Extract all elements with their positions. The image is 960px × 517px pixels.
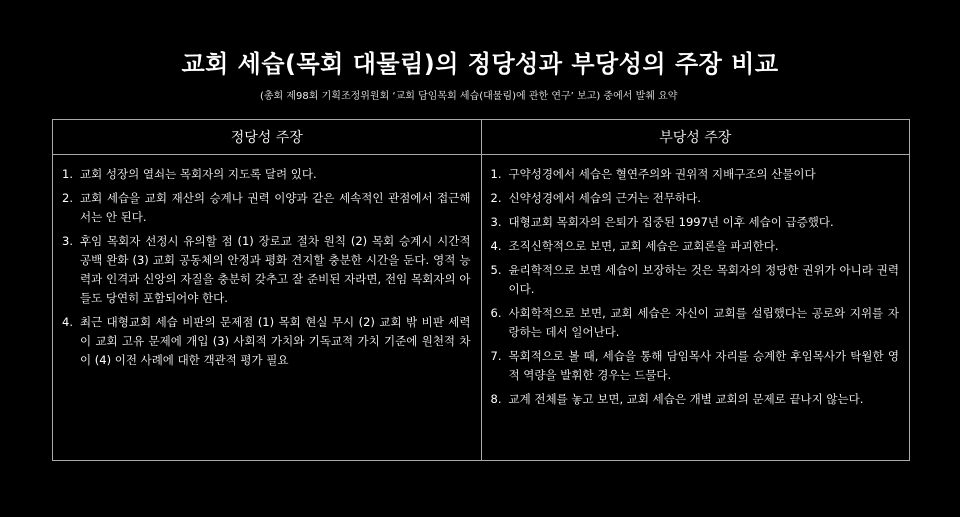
list-item <box>62 189 471 227</box>
item-text: 신약성경에서 세습의 근거는 전무하다. <box>508 191 701 205</box>
item-text: 구약성경에서 세습은 혈연주의와 권위적 지배구조의 산물이다 <box>508 167 816 181</box>
item-number: 6. <box>490 306 502 320</box>
item-text: 목회적으로 볼 때, 세습을 통해 담임목사 자리를 승계한 후임목사가 탁월한 영적 역량을 발휘한 경우는 드물다. <box>508 349 899 382</box>
item-text: 조직신학적으로 보면, 교회 세습은 교회론을 파괴한다. <box>508 239 779 253</box>
item-text: 교계 전체를 놓고 보면, 교회 세습은 개별 교회의 문제로 끝나지 않는다. <box>508 392 864 406</box>
list-item <box>491 189 900 208</box>
item-text: 대형교회 목회자의 은퇴가 집중된 1997년 이후 세습이 급증했다. <box>508 215 834 229</box>
item-text: 사회학적으로 보면, 교회 세습은 자신이 교회를 설립했다는 공로와 지위를 자랑하는 데서 일어난다. <box>508 306 899 339</box>
page-subtitle: (총회 제98회 기획조정위원회 ‘교회 담임목회 세습(대물림)에 관한 연구’ 보고) 중에서 발췌 요약 <box>260 91 678 102</box>
item-number: 4. <box>490 239 502 253</box>
illegitimacy-column <box>481 120 910 460</box>
item-text: 후임 목회자 선정시 유의할 점 (1) 장로교 절차 원칙 (2) 목회 승계시 시간적 공백 완화 (3) 교회 공동체의 안정과 평화 견지할 충분한 시간을 둔다. 영적 능력과 인격과 신앙의 자질을 충분히 갖추고 잘 준비된 자라면, 전임 목회자의 아들도 당연히 포함되어야 한다. <box>80 234 471 305</box>
item-number: 2. <box>490 191 502 205</box>
item-number: 8. <box>490 392 502 406</box>
list-item <box>491 237 900 256</box>
item-number: 5. <box>490 263 502 277</box>
item-text: 최근 대형교회 세습 비판의 문제점 (1) 목회 현실 무시 (2) 교회 밖 비판 세력이 교회 고유 문제에 개입 (3) 사회적 가치와 기독교적 가치 기준에 원천적 차이 (4) 이전 사례에 대한 객관적 평가 필요 <box>80 315 471 367</box>
item-text: 교회 세습을 교회 재산의 승계나 권력 이양과 같은 세속적인 관점에서 접근해서는 안 된다. <box>80 191 471 224</box>
list-item <box>491 165 900 184</box>
list-item <box>491 347 900 385</box>
list-item <box>491 304 900 342</box>
item-number: 1. <box>62 167 73 181</box>
item-number: 4. <box>62 315 73 329</box>
illegitimacy-column-header: 부당성 주장 <box>482 120 910 155</box>
item-number: 7. <box>490 349 502 363</box>
legitimacy-column-header: 정당성 주장 <box>53 120 481 155</box>
illegitimacy-list <box>482 155 910 414</box>
list-item <box>62 232 471 308</box>
page-title: 교회 세습(목회 대물림)의 정당성과 부당성의 주장 비교 <box>181 50 779 78</box>
item-text: 윤리학적으로 보면 세습이 보장하는 것은 목회자의 정당한 권위가 아니라 권력이다. <box>508 263 899 296</box>
item-number: 2. <box>62 191 73 205</box>
item-number: 3. <box>490 215 502 229</box>
list-item <box>62 165 471 184</box>
item-number: 3. <box>62 234 73 248</box>
legitimacy-column <box>53 120 481 460</box>
list-item <box>491 261 900 299</box>
list-item <box>62 313 471 370</box>
list-item <box>491 213 900 232</box>
list-item <box>491 390 900 409</box>
legitimacy-list <box>53 155 481 375</box>
comparison-table <box>52 119 910 461</box>
item-number: 1. <box>490 167 502 181</box>
item-text: 교회 성장의 열쇠는 목회자의 지도록 달려 있다. <box>80 167 317 181</box>
